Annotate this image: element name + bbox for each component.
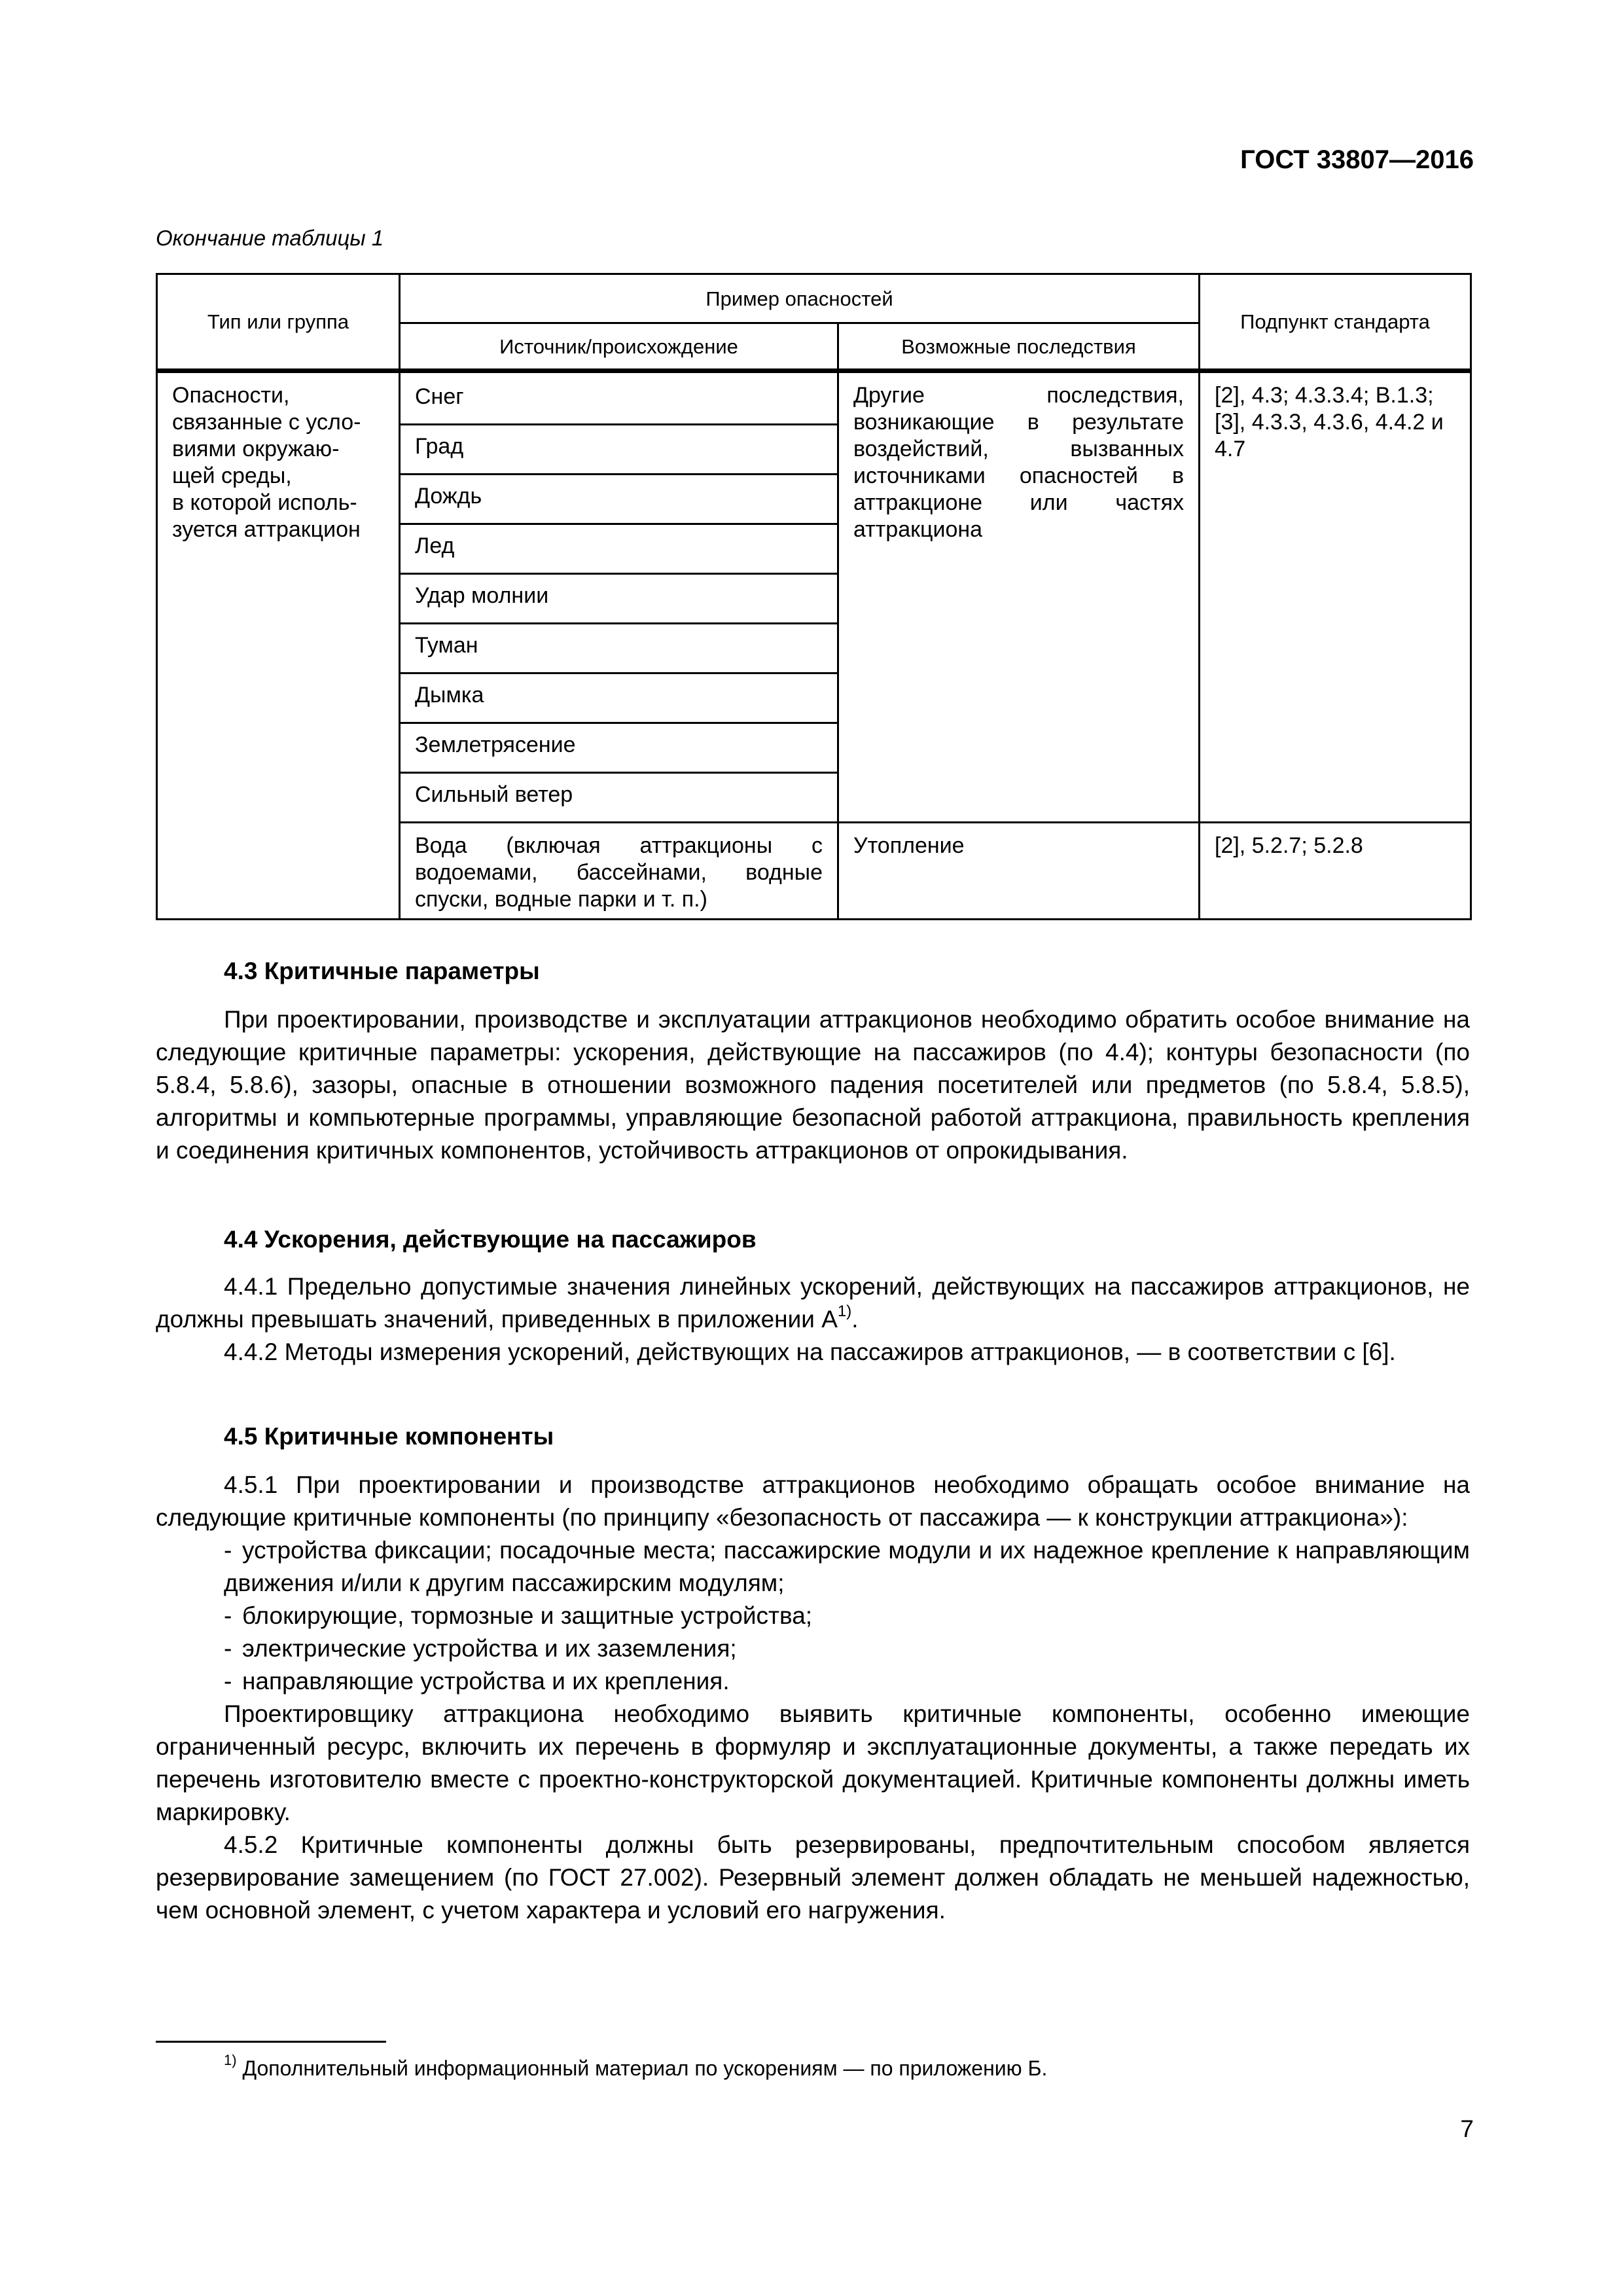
header-source: Источник/происхождение bbox=[400, 323, 838, 371]
list-item: - электрические устройства и их заземления; bbox=[224, 1635, 737, 1662]
group-label-line: в которой исполь- bbox=[172, 490, 357, 515]
list-item: - направляющие устройства и их крепления. bbox=[224, 1668, 730, 1695]
footnote-marker: 1) bbox=[224, 2052, 237, 2069]
header-hazard-example: Пример опасностей bbox=[400, 274, 1200, 323]
group-label-line: виями окружаю- bbox=[172, 437, 340, 461]
footnote bbox=[224, 2052, 1048, 2081]
subclause-cell: [2], 4.3; 4.3.3.4; B.1.3; [3], 4.3.3, 4.3.6, 4.4.2 и 4.7 bbox=[1200, 371, 1471, 823]
source-cell: Сильный ветер bbox=[400, 773, 838, 823]
footnote-reference: 1) bbox=[837, 1302, 852, 1320]
paragraph: 4.5.1 При проектировании и производстве аттракционов необходимо обращать особое внимание на следующие критичные компоненты (по принципу «безопасность от пассажира — к конструкции аттракциона»): bbox=[156, 1471, 1470, 1531]
source-cell: Туман bbox=[400, 624, 838, 673]
list-item: - устройства фиксации; посадочные места; пассажирские модули и их надежное крепление к направляющим движения и/или к другим пассажирским модулям; bbox=[224, 1537, 1470, 1596]
paragraph-end: . bbox=[851, 1306, 859, 1333]
source-cell: Землетрясение bbox=[400, 723, 838, 773]
footnote-separator bbox=[156, 2041, 386, 2043]
group-label-line: зуется аттракцион bbox=[172, 517, 361, 542]
section-4-3-body bbox=[156, 1003, 1470, 1167]
section-4-3-title: 4.3 Критичные параметры bbox=[224, 958, 540, 984]
section-4-5-title: 4.5 Критичные компоненты bbox=[224, 1423, 554, 1450]
section-4-4-body bbox=[156, 1270, 1470, 1369]
list-item-text: блокирующие, тормозные и защитные устройства; bbox=[242, 1602, 813, 1629]
source-cell: Снег bbox=[400, 371, 838, 425]
section-4-4-title: 4.4 Ускорения, действующие на пассажиров bbox=[224, 1226, 757, 1253]
source-cell: Лед bbox=[400, 524, 838, 574]
group-label-cell bbox=[157, 371, 400, 920]
page-number: 7 bbox=[1460, 2115, 1474, 2142]
water-source-cell: Вода (включая аттракционы с водоемами, бассейнами, водные спуски, водные парки и т. п.) bbox=[400, 823, 838, 920]
paragraph: 4.4.2 Методы измерения ускорений, действующих на пассажиров аттракционов, — в соответствии с [6]. bbox=[224, 1338, 1396, 1365]
list-item-text: устройства фиксации; посадочные места; пассажирские модули и их надежное крепление к направляющим движения и/или к другим пассажирским модулям; bbox=[224, 1537, 1470, 1596]
paragraph bbox=[156, 1270, 1470, 1336]
paragraph: 4.5.2 Критичные компоненты должны быть резервированы, предпочтительным способом является резервирование замещением (по ГОСТ 27.002). Резервный элемент должен обладать не меньшей надежностью, чем основной элемент, с учетом характера и условий его нагружения. bbox=[156, 1831, 1470, 1924]
paragraph: Проектировщику аттракциона необходимо выявить критичные компоненты, особенно имеющие ограниченный ресурс, включить их перечень в формуляр и эксплуатационные документы, а также передать их перечень изготовителю вместе с проектно-конструкторской документацией. Критичные компоненты должны иметь маркировку. bbox=[156, 1700, 1470, 1825]
header-subclause: Подпункт стандарта bbox=[1200, 274, 1471, 371]
table-caption: Окончание таблицы 1 bbox=[156, 226, 384, 250]
paragraph-text: 4.4.1 Предельно допустимые значения линейных ускорений, действующих на пассажиров аттракционов, не должны превышать значений, приведенных в приложении А bbox=[156, 1273, 1470, 1333]
water-subclause-cell: [2], 5.2.7; 5.2.8 bbox=[1200, 823, 1471, 920]
group-label-line: Опасности, bbox=[172, 383, 290, 408]
group-label-line: щей среды, bbox=[172, 463, 292, 488]
header-consequences: Возможные последствия bbox=[838, 323, 1200, 371]
source-cell: Дымка bbox=[400, 673, 838, 723]
hazards-table bbox=[156, 273, 1472, 920]
water-consequence-cell: Утопление bbox=[838, 823, 1200, 920]
document-code: ГОСТ 33807—2016 bbox=[1240, 145, 1474, 174]
header-type-group: Тип или группа bbox=[157, 274, 400, 371]
list-item: - блокирующие, тормозные и защитные устройства; bbox=[224, 1602, 813, 1629]
paragraph: При проектировании, производстве и эксплуатации аттракционов необходимо обратить особое внимание на следующие критичные параметры: ускорения, действующие на пассажиров (по 4.4); контуры безопасности (по 5.8.4, 5.8.6), зазоры, опасные в отношении возможного падения посетителей или предметов (по 5.8.4, 5.8.5), алгоритмы и компьютерные программы, управляющие безопасной работой аттракциона, правильность крепления и соединения критичных компонентов, устойчивость аттракционов от опрокидывания. bbox=[156, 1006, 1470, 1164]
group-label-line: связанные с усло- bbox=[172, 410, 361, 435]
section-4-5-body bbox=[156, 1469, 1470, 1927]
source-cell: Дождь bbox=[400, 475, 838, 524]
footnote-text: Дополнительный информационный материал по ускорениям — по приложению Б. bbox=[242, 2056, 1048, 2080]
consequences-cell: Другие последствия, возникающие в результате воздействий, вызванных источниками опасностей в аттракционе или частях аттракциона bbox=[838, 371, 1200, 823]
source-cell: Удар молнии bbox=[400, 574, 838, 624]
list-item-text: направляющие устройства и их крепления. bbox=[242, 1668, 730, 1695]
source-cell: Град bbox=[400, 425, 838, 475]
list-item-text: электрические устройства и их заземления; bbox=[242, 1635, 737, 1662]
